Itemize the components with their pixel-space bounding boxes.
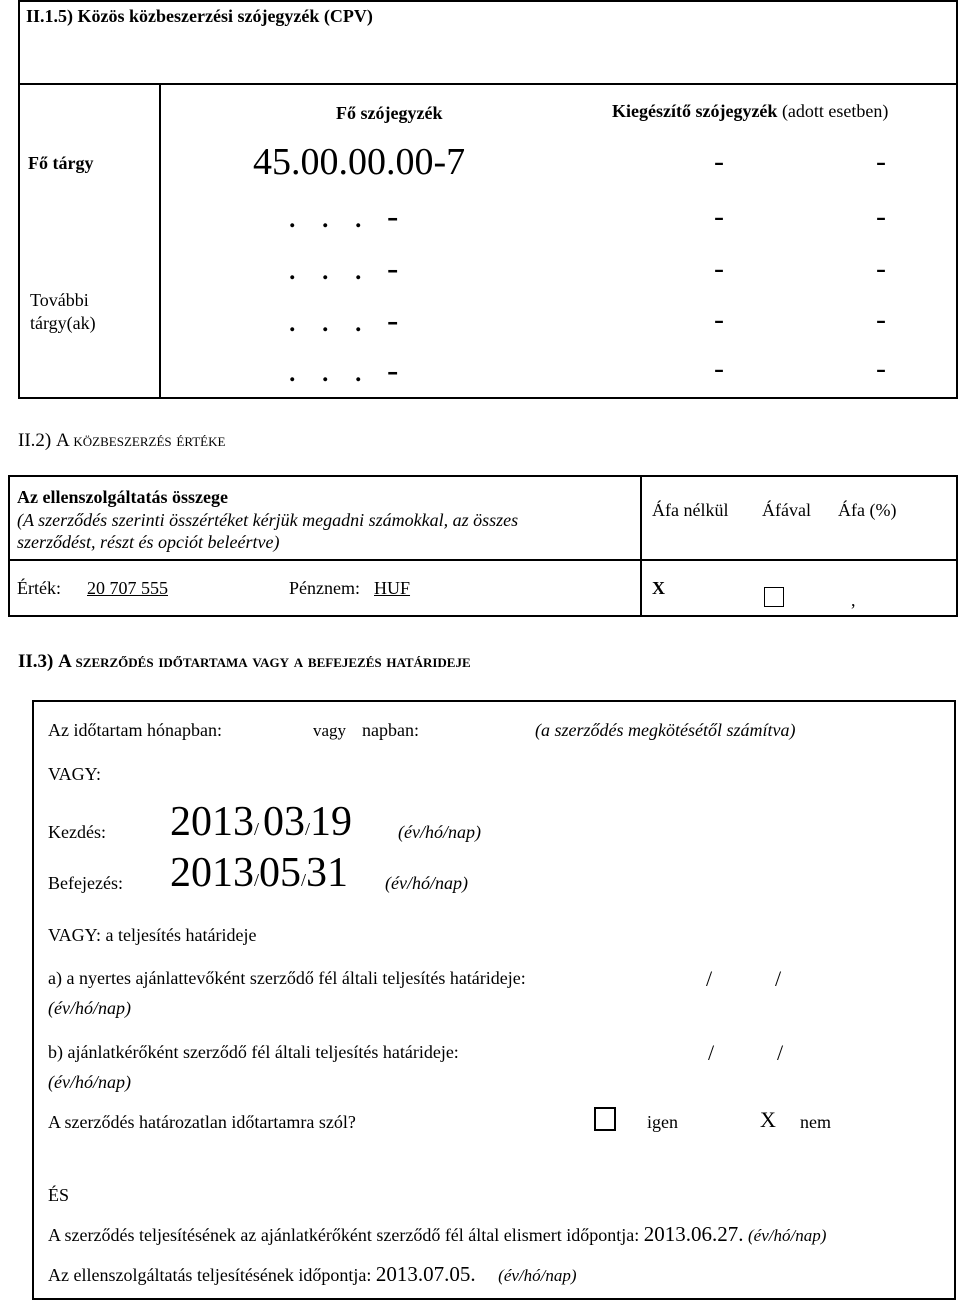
duration-deadline-a-slash-1: / [706, 966, 713, 991]
duration-end-format: (év/hó/nap) [385, 873, 468, 893]
duration-heading-prefix: II.3) [18, 651, 59, 672]
duration-end-slash-1: / [254, 870, 260, 890]
cpv-col-divider [159, 83, 161, 399]
duration-deadline-a: a) a nyertes ajánlattevőként szerződő fél általi teljesítés határideje: [48, 968, 526, 988]
duration-performance-format: (év/hó/nap) [498, 1266, 577, 1285]
cpv-main-code: 45.00.00.00-7 [253, 141, 466, 183]
duration-start-day: 19 [310, 799, 353, 845]
cpv-additional-supp2-3: - [876, 352, 886, 385]
duration-recognized-format: (év/hó/nap) [748, 1226, 827, 1245]
cpv-additional-supp1-3: - [714, 352, 724, 385]
cpv-additional-code-1: . . . - [288, 250, 399, 287]
cpv-col-supp-bold: Kiegészítő szójegyzék [612, 101, 778, 121]
duration-indefinite-no-label: nem [800, 1112, 831, 1132]
value-note-2: szerződést, részt és opciót beleértve) [17, 532, 280, 552]
duration-indefinite-no-mark: X [760, 1107, 776, 1132]
duration-end-month: 05 [259, 850, 302, 896]
duration-performance-text: Az ellenszolgáltatás teljesítésének időpontja: [48, 1265, 372, 1285]
duration-months-label: Az időtartam hónapban: [48, 720, 222, 740]
duration-box [32, 700, 956, 1300]
cpv-main-supp-1: - [714, 145, 724, 178]
duration-indefinite-question: A szerződés határozatlan időtartamra szól? [48, 1112, 356, 1132]
value-heading [18, 430, 225, 452]
cpv-additional-supp1-2: - [714, 303, 724, 336]
value-currency-label: Pénznem: [289, 578, 360, 598]
duration-or-days: vagy [313, 721, 347, 740]
duration-heading [18, 651, 471, 673]
cpv-additional-supp2-2: - [876, 303, 886, 336]
duration-or-deadline: VAGY: a teljesítés határideje [48, 925, 257, 945]
duration-start-format: (év/hó/nap) [398, 822, 481, 842]
value-no-vat-mark: X [652, 578, 665, 598]
duration-recognized [48, 1222, 826, 1247]
duration-end-slash-2: / [301, 870, 307, 890]
value-vat-pct-value: , [851, 590, 856, 610]
duration-performance-date: 2013.07.05. [375, 1262, 476, 1286]
duration-end-label: Befejezés: [48, 873, 123, 893]
duration-deadline-b-format: (év/hó/nap) [48, 1072, 131, 1092]
duration-deadline-b-slash-2: / [777, 1040, 784, 1065]
duration-indefinite-yes-label: igen [647, 1112, 678, 1132]
duration-deadline-b: b) ajánlatkérőként szerződő fél általi teljesítés határideje: [48, 1042, 459, 1062]
cpv-additional-code-0: . . . - [288, 198, 399, 235]
duration-or-1: VAGY: [48, 764, 102, 784]
duration-start-label: Kezdés: [48, 822, 106, 842]
cpv-main-supp-2: - [876, 145, 886, 178]
cpv-additional-code-2: . . . - [288, 302, 399, 339]
duration-days-label: napban: [362, 720, 419, 740]
value-note-1: (A szerződés szerinti összértéket kérjük megadni számokkal, az összes [17, 510, 519, 530]
duration-start-slash-2: / [305, 819, 311, 839]
value-col-with-vat: Áfával [762, 500, 811, 520]
duration-heading-text: A szerződés időtartama vagy a befejezés határideje [58, 651, 471, 672]
cpv-additional-label-1: További [30, 290, 89, 310]
duration-performance [48, 1262, 577, 1287]
cpv-col-supp-rest: (adott esetben) [781, 101, 889, 121]
duration-recognized-text: A szerződés teljesítésének az ajánlatkérőként szerződő fél által elismert időpontja: [48, 1225, 640, 1245]
duration-start-year: 2013 [170, 799, 254, 845]
duration-from-signing: (a szerződés megkötésétől számítva) [535, 720, 796, 740]
duration-end-date [170, 849, 348, 897]
cpv-col-main: Fő szójegyzék [336, 103, 443, 123]
duration-end-year: 2013 [170, 850, 254, 896]
value-amount: 20 707 555 [87, 578, 168, 598]
value-row-divider [8, 559, 958, 561]
duration-start-month: 03 [263, 799, 306, 845]
cpv-additional-code-3: . . . - [288, 352, 399, 389]
cpv-additional-supp1-1: - [714, 252, 724, 285]
cpv-additional-label-2: tárgy(ak) [30, 313, 96, 333]
duration-deadline-a-slash-2: / [775, 966, 782, 991]
cpv-additional-supp2-1: - [876, 252, 886, 285]
duration-recognized-date: 2013.06.27. [643, 1222, 744, 1246]
value-heading-text: A közbeszerzés értéke [55, 430, 226, 451]
duration-start-slash-1: / [254, 819, 260, 839]
value-currency: HUF [374, 578, 411, 598]
cpv-additional-supp2-0: - [876, 200, 886, 233]
duration-and: ÉS [48, 1185, 70, 1205]
cpv-main-label: Fő tárgy [28, 153, 94, 173]
value-heading-prefix: II.2) [18, 430, 56, 451]
duration-end-day: 31 [306, 850, 349, 896]
value-amount-label: Érték: [17, 578, 61, 598]
value-with-vat-checkbox[interactable] [764, 587, 784, 607]
value-title: Az ellenszolgáltatás összege [17, 487, 228, 507]
duration-start-date [170, 798, 352, 846]
cpv-heading: II.1.5) Közös közbeszerzési szójegyzék (CPV) [26, 6, 373, 26]
duration-deadline-a-format: (év/hó/nap) [48, 998, 131, 1018]
duration-deadline-b-slash-1: / [708, 1040, 715, 1065]
value-col-vat-pct: Áfa (%) [838, 500, 897, 520]
value-col-divider [640, 475, 642, 617]
cpv-additional-supp1-0: - [714, 200, 724, 233]
cpv-col-supplementary [612, 101, 888, 122]
value-col-no-vat: Áfa nélkül [652, 500, 729, 520]
duration-indefinite-yes-checkbox[interactable] [594, 1107, 616, 1131]
